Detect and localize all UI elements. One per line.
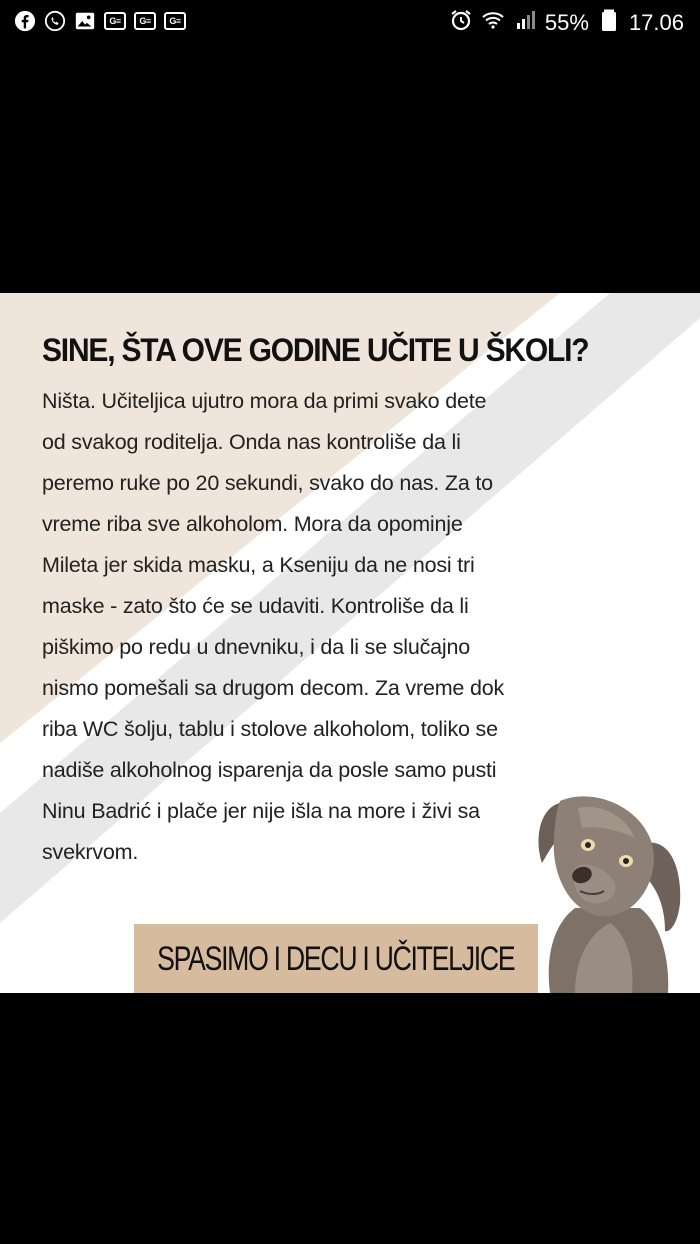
body-line: Ništa. Učiteljica ujutro mora da primi svako dete: [42, 389, 487, 413]
body-line: maske - zato što će se udaviti. Kontroliše da li: [42, 594, 469, 618]
body-line: vreme riba sve alkoholom. Mora da opominje: [42, 512, 463, 536]
body-line: od svakog roditelja. Onda nas kontroliše da li: [42, 430, 461, 454]
wifi-icon: [481, 8, 505, 38]
body-line: piškimo po redu u dnevniku, i da li se slučajno: [42, 635, 471, 659]
battery-icon: [597, 8, 621, 38]
ge-icon: G≡: [134, 12, 156, 30]
cta-text: SPASIMO I DECU I UČITELJICE: [157, 938, 515, 978]
alarm-icon: [449, 8, 473, 38]
system-status: [449, 8, 684, 38]
ge-icon: G≡: [104, 12, 126, 30]
dog-image: [520, 783, 700, 993]
body-line: peremo ruke po 20 sekundi, svako do nas. Za to: [42, 471, 493, 495]
body-line: Ninu Badrić i plače jer nije išla na more i živi sa: [42, 799, 480, 823]
notification-icons: [14, 10, 186, 32]
phone-icon: [44, 10, 66, 32]
body-line: nismo pomešali sa drugom decom. Za vreme dok: [42, 676, 505, 700]
facebook-icon: [14, 10, 36, 32]
body-line: Mileta jer skida masku, a Kseniju da ne nosi tri: [42, 553, 475, 577]
battery-percent: 55%: [544, 10, 589, 35]
clock-time: 17.06: [628, 10, 684, 35]
post-image[interactable]: [0, 293, 700, 993]
gallery-icon: [74, 10, 96, 32]
body-line: nadiše alkoholnog isparenja da posle samo pusti: [42, 758, 497, 782]
body-line: riba WC šolju, tablu i stolove alkoholom, toliko se: [42, 717, 498, 741]
status-bar: [0, 0, 700, 44]
body-text: [42, 381, 582, 873]
ge-icon: G≡: [164, 12, 186, 30]
signal-icon: [513, 8, 537, 38]
headline: SINE, ŠTA OVE GODINE UČITE U ŠKOLI?: [42, 333, 589, 369]
body-line: svekrvom.: [42, 840, 139, 864]
cta-banner: [134, 924, 538, 993]
